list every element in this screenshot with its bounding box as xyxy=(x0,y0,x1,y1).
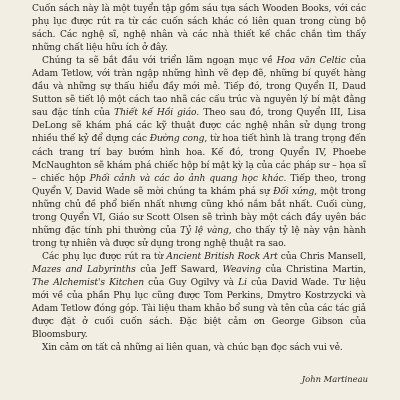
body-text: . Tiếp theo, trong Quyển V, David Wade sẽ mời chúng ta khám phá sự xyxy=(32,173,366,197)
body-text: Cuốn sách này là một tuyển tập gồm sáu tựa sách Wooden Books, với các phụ lục được rút ra từ các cuốn sách khác có liên quan trong cùng bộ sách. Các nghệ sĩ, nghệ nhân và các nhà thiết kế chắc chắn tìm thấy những chất liệu hữu ích ở đây. xyxy=(32,4,366,54)
body-text: Xin cảm ơn tất cả những ai liên quan, và chúc bạn đọc sách vui vẻ. xyxy=(42,343,343,354)
body-text: , cho thấy tỷ lệ này vận hành trong tự nhiên và được sử dụng trong nghệ thuật ra sao. xyxy=(32,225,367,249)
body-text: của Chris Mansell, xyxy=(277,251,366,262)
body-text: của Jeff Saward, xyxy=(135,264,223,275)
book-title-text: The Alchemist's Kitchen xyxy=(32,277,144,288)
book-title-text: Tỷ lệ vàng xyxy=(180,225,229,236)
body-text: Các phụ lục được rút ra từ xyxy=(42,251,167,262)
body-text: . Theo sau đó, trong Quyển III, Lisa DeLong sẽ khám phá các kỹ thuật được các nghệ nhân sử dụng trong nhiều thế kỷ để dựng các xyxy=(32,108,366,145)
paragraph-thanks xyxy=(32,342,366,355)
paragraph-appendices xyxy=(32,251,366,342)
body-text: của Guy Ogilvy và xyxy=(143,277,239,288)
book-title-text: Weaving xyxy=(222,264,261,275)
body-text: của Adam Tetlow, với tràn ngập những hình vẽ đẹp đẽ, những bí quyết hàng đầu và những sự thấu hiểu đầy mới mẻ. Tiếp đó, trong Quyển II, Daud Sutton sẽ tiết lộ một cách tao nhã các cấu trúc và nguyên lý bí mật đằng sau đặc tính của xyxy=(32,56,366,119)
body-text: , một trong những chủ đề phổ biến nhất nhưng cũng khó nắm bắt nhất. Cuối cùng, trong Quyển VI, Giáo sư Scott Olsen sẽ trình bày một cách đầy uyên bác những đặc tính phi thường của xyxy=(32,186,366,236)
body-text: Chúng ta sẽ bắt đầu với triển lãm ngoạn mục về xyxy=(42,56,277,67)
book-title-text: Đối xứng xyxy=(273,186,315,197)
book-title-text: Phối cảnh và các ảo ảnh quang học khác xyxy=(89,173,284,184)
body-text: , từ hoa tiết hình là trang trọng đến cách trang trí bay bướm hình hoa. Kế đó, trong Quyển IV, Phoebe McNaughton sẽ khám phá chiếc hộp bí mật kỳ lạ của các pháp sư – họa sĩ – chiếc hộp xyxy=(32,134,366,184)
paragraph-contents xyxy=(32,55,366,251)
body-text: của David Wade. Tư liệu mới về của phần Phụ lục cũng được Tom Perkins, Dmytro Kostrzycki và Adam Tetlow đóng góp. Tài liệu tham khảo bổ sung và tên của các tác giả được đặt ở cuối cuốn sách. Đặc biệt cảm ơn George Gibson của Bloomsbury. xyxy=(32,277,366,341)
book-title-text: Li xyxy=(238,277,247,288)
book-title-text: Đường cong xyxy=(149,134,205,145)
author-signature: John Martineau xyxy=(301,374,368,384)
body-text: của Christina Martin, xyxy=(260,264,367,275)
book-title-text: Mazes and Labyrinths xyxy=(32,264,136,275)
paragraph-intro xyxy=(32,3,366,55)
book-title-text: Thiết kế Hồi giáo xyxy=(114,108,197,119)
book-title-text: Ancient British Rock Art xyxy=(166,251,278,262)
book-title-text: Hoa văn Celtic xyxy=(276,56,346,67)
